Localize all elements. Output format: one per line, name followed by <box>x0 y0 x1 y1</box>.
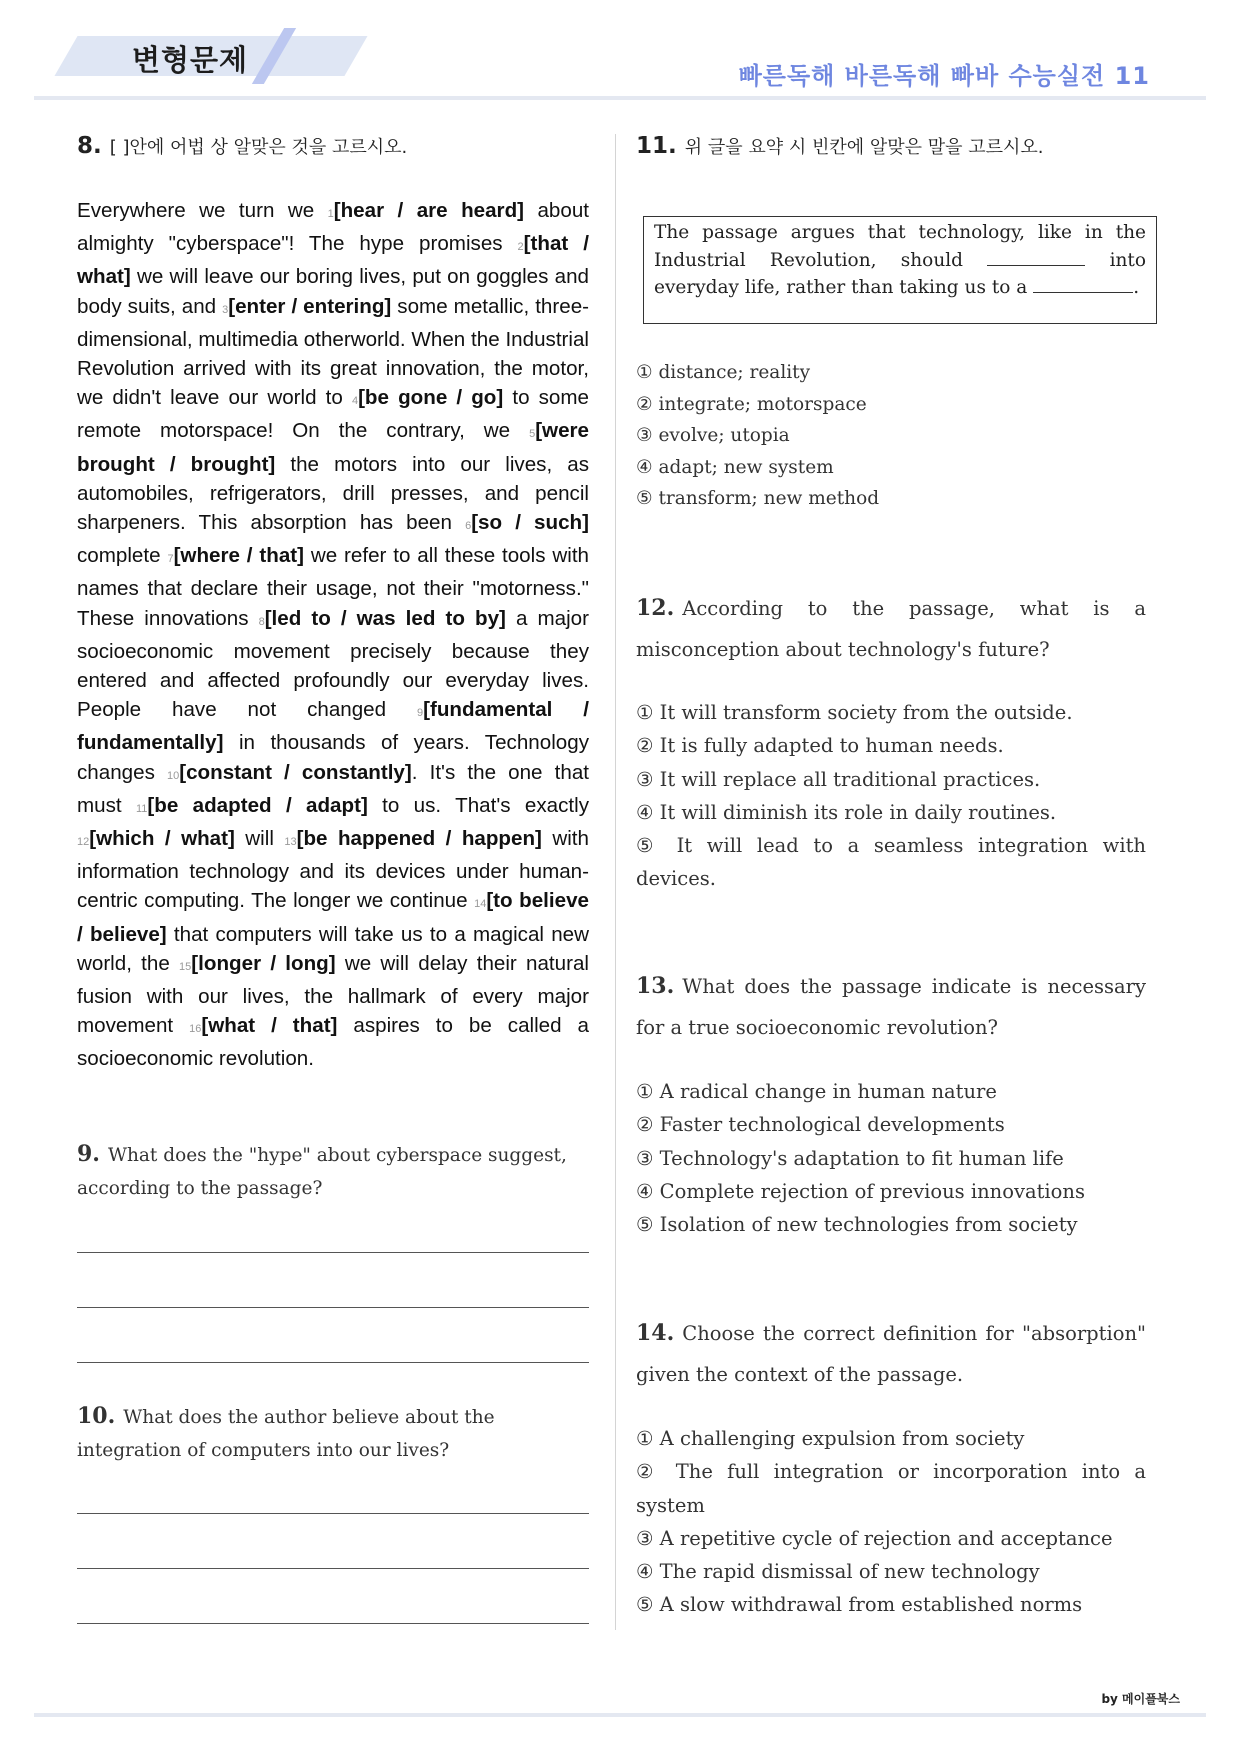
blank-number: 12 <box>77 836 90 849</box>
passage-text: we will leave our boring lives, put on goggles and body suits, and <box>77 265 589 318</box>
passage-text: in thousands of years. Technology changes <box>77 731 589 784</box>
question-12 <box>636 588 1146 670</box>
question-text-line: according to the passage? <box>77 1178 323 1199</box>
question-11-heading <box>636 133 1044 159</box>
grammar-choice: [fundamental / fundamentally] <box>77 698 590 755</box>
blank-number: 3 <box>222 303 229 316</box>
blank-number: 6 <box>465 520 472 533</box>
option-5[interactable]: ⑤ transform; new method <box>636 488 880 509</box>
option-5[interactable]: ⑤ Isolation of new technologies from society <box>636 1213 1078 1237</box>
blank-number: 14 <box>474 898 487 911</box>
summary-blank-a <box>987 249 1085 266</box>
blank-number: 11 <box>135 802 148 815</box>
question-text-line: integration of computers into our lives? <box>77 1440 450 1461</box>
option-4[interactable]: ④ It will diminish its role in daily routines. <box>636 800 1057 824</box>
question-12-options <box>636 696 1146 896</box>
option-3[interactable]: ③ evolve; utopia <box>636 425 790 446</box>
question-number: 11. <box>636 133 677 159</box>
grammar-choice: [be adapted / adapt] <box>147 793 368 817</box>
summary-text-end: . <box>1133 277 1140 298</box>
grammar-choice: [hear / are heard] <box>333 199 525 222</box>
blank-number: 16 <box>189 1023 202 1036</box>
option-2[interactable]: ② It is fully adapted to human needs. <box>636 734 1004 758</box>
option-5[interactable]: ⑤ It will lead to a seamless integration with devices. <box>636 834 1146 891</box>
question-instruction: 위 글을 요약 시 빈칸에 알맞은 말을 고르시오. <box>684 137 1044 158</box>
summary-text: into everyday life, rather than taking us to a <box>654 249 1146 298</box>
question-8-passage <box>77 196 589 1074</box>
footer-credit: by 메이플북스 <box>1101 1692 1180 1706</box>
grammar-choice: [to believe / believe] <box>77 889 589 946</box>
passage-text: with information technology and its devices under human-centric computing. The longer we continue <box>77 827 589 913</box>
option-3[interactable]: ③ Technology's adaptation to fit human life <box>636 1146 1064 1170</box>
question-number: 8. <box>77 133 102 159</box>
grammar-choice: [so / such] <box>471 511 589 535</box>
passage-text: to some remote motorspace! On the contrary, we <box>77 386 589 443</box>
page-title: 빠른독해 바른독해 빠바 수능실전 11 <box>738 62 1150 90</box>
question-number: 12. <box>636 595 675 621</box>
option-1[interactable]: ① A challenging expulsion from society <box>636 1427 1025 1450</box>
passage-text: we refer to all these tools with names that declare their usage, not their "motorness." These innovations <box>77 544 589 630</box>
option-3[interactable]: ③ It will replace all traditional practices. <box>636 767 1041 791</box>
answer-line[interactable] <box>77 1623 589 1624</box>
summary-text: The passage argues that technology, like in the Industrial Revolution, should <box>654 222 1146 271</box>
grammar-choice: [led to / was led to by] <box>264 606 506 630</box>
question-text: According to the passage, what is a misconception about technology's future? <box>636 597 1146 661</box>
grammar-choice: [be gone / go] <box>358 386 504 410</box>
blank-number: 4 <box>351 395 359 408</box>
passage-text: will <box>234 827 285 851</box>
question-9 <box>77 1138 567 1205</box>
grammar-choice: [that / what] <box>77 232 589 289</box>
summary-blank-b <box>1033 276 1133 293</box>
blank-number: 13 <box>284 836 297 849</box>
grammar-choice: [constant / constantly] <box>179 760 412 784</box>
option-4[interactable]: ④ The rapid dismissal of new technology <box>636 1560 1040 1584</box>
passage-text: the motors into our lives, as automobiles, refrigerators, drill presses, and pencil sharpeners. This absorption has been <box>77 452 589 535</box>
blank-number: 8 <box>258 615 265 628</box>
question-instruction: [ ]안에 어법 상 알맞은 것을 고르시오. <box>109 137 408 158</box>
option-1[interactable]: ① distance; reality <box>636 362 811 383</box>
question-number: 9. <box>77 1141 100 1167</box>
question-number: 14. <box>636 1320 675 1346</box>
question-8-heading <box>77 133 407 159</box>
question-13 <box>636 966 1146 1048</box>
option-1[interactable]: ① A radical change in human nature <box>636 1080 997 1103</box>
passage-text: aspires to be called a socioeconomic revolution. <box>77 1014 589 1071</box>
question-14 <box>636 1313 1146 1395</box>
answer-line[interactable] <box>77 1307 589 1308</box>
grammar-choice: [which / what] <box>89 827 235 851</box>
blank-number: 7 <box>167 553 174 566</box>
passage-text: . It's the one that must <box>77 760 589 817</box>
option-2[interactable]: ② integrate; motorspace <box>636 393 867 415</box>
question-10 <box>77 1400 495 1467</box>
question-text: What does the passage indicate is necessary for a true socioeconomic revolution? <box>636 975 1146 1039</box>
question-text: Choose the correct definition for "absorption" given the context of the passage. <box>636 1322 1146 1386</box>
answer-line[interactable] <box>77 1568 589 1569</box>
grammar-choice: [enter / entering] <box>228 294 392 318</box>
header-tag: 변형문제 <box>132 43 249 77</box>
blank-number: 15 <box>179 960 192 973</box>
blank-number: 9 <box>416 707 424 720</box>
passage-text: we will delay their natural fusion with our lives, the hallmark of every major movement <box>77 951 589 1038</box>
question-number: 10. <box>77 1403 116 1429</box>
passage-text: complete <box>77 544 168 568</box>
answer-line[interactable] <box>77 1362 589 1363</box>
question-text-line: What does the author believe about the <box>123 1407 495 1428</box>
blank-number: 1 <box>327 208 334 220</box>
header-divider <box>34 96 1206 100</box>
grammar-choice: [what / that] <box>201 1014 338 1038</box>
grammar-choice: [be happened / happen] <box>296 827 542 851</box>
blank-number: 2 <box>517 241 524 254</box>
blank-number: 10 <box>167 769 180 782</box>
option-5[interactable]: ⑤ A slow withdrawal from established norms <box>636 1593 1083 1617</box>
summary-box <box>643 216 1157 324</box>
option-1[interactable]: ① It will transform society from the outside. <box>636 701 1073 724</box>
passage-text: a major socioeconomic movement precisely because they entered and affected profoundly our everyday lives. People have not changed <box>77 606 589 722</box>
answer-line[interactable] <box>77 1513 589 1514</box>
option-3[interactable]: ③ A repetitive cycle of rejection and acceptance <box>636 1526 1113 1550</box>
option-4[interactable]: ④ Complete rejection of previous innovations <box>636 1179 1085 1203</box>
passage-text: that computers will take us to a magical new world, the <box>77 922 589 975</box>
question-11-options <box>636 357 1146 515</box>
question-number: 13. <box>636 973 675 999</box>
column-divider <box>615 134 616 1630</box>
question-13-options <box>636 1075 1146 1241</box>
passage-text: some metallic, three-dimensional, multimedia otherworld. When the Industrial Revolution arrived with its great innovation, the motor, we didn't leave our world to <box>77 294 589 410</box>
option-4[interactable]: ④ adapt; new system <box>636 456 834 478</box>
blank-number: 5 <box>529 428 536 441</box>
question-text-line: What does the "hype" about cyberspace suggest, <box>107 1145 567 1166</box>
question-14-options <box>636 1422 1146 1622</box>
option-2[interactable]: ② Faster technological developments <box>636 1113 1005 1137</box>
option-2[interactable]: ② The full integration or incorporation into a system <box>636 1460 1146 1517</box>
footer-divider <box>34 1713 1206 1717</box>
passage-text: to us. That's exactly <box>367 793 589 817</box>
passage-text: about almighty "cyberspace"! The hype promises <box>77 199 589 256</box>
grammar-choice: [where / that] <box>173 544 304 568</box>
answer-line[interactable] <box>77 1252 589 1253</box>
grammar-choice: [longer / long] <box>191 951 336 975</box>
passage-text: Everywhere we turn we <box>77 199 328 222</box>
grammar-choice: [were brought / brought] <box>77 419 589 476</box>
